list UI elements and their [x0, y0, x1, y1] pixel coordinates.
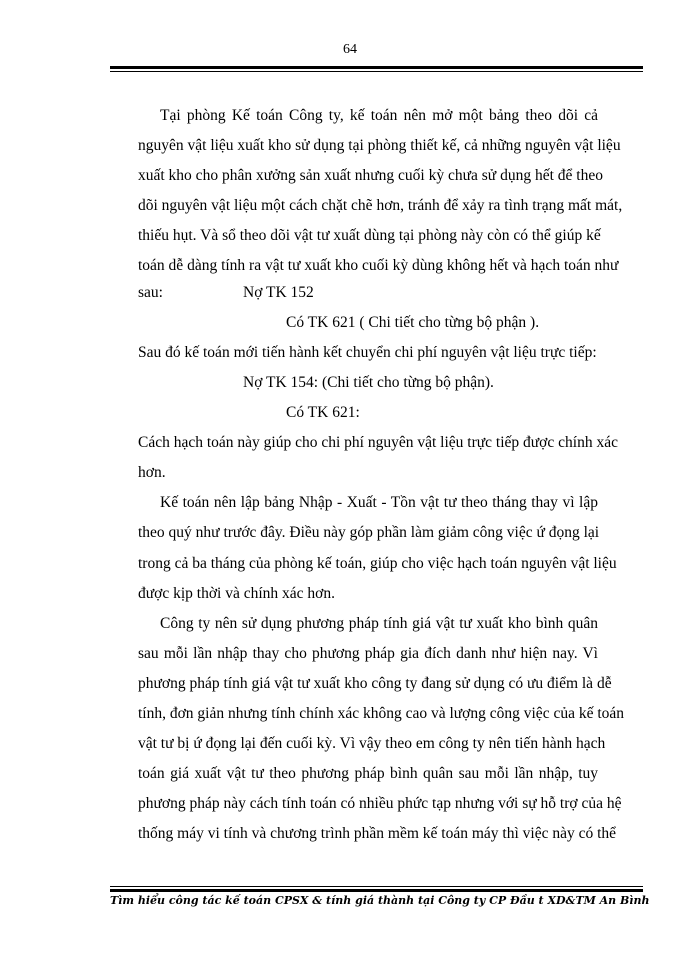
text-line: sau:	[138, 284, 163, 301]
text-line: toán dễ dàng tính ra vật tư xuất kho cuối kỳ dùng không hết và hạch toán như	[138, 257, 619, 274]
entry-debit-152: Nợ TK 152	[243, 284, 314, 301]
text-line: Kế toán nên lập bảng Nhập - Xuất - Tồn vật tư theo tháng thay vì lập	[160, 494, 598, 511]
text-line: phương pháp này cách tính toán có nhiều phức tạp nhưng với sự hỗ trợ của hệ	[138, 795, 622, 812]
text-line: hơn.	[138, 464, 166, 481]
text-line: trong cả ba tháng của phòng kế toán, giúp cho việc hạch toán nguyên vật liệu	[138, 555, 617, 572]
text-line: tính, đơn giản nhưng tính chính xác không cao và lượng công việc của kế toán	[138, 705, 625, 722]
text-line: thiếu hụt. Và sổ theo dõi vật tư xuất dùng tại phòng này còn có thể giúp kế	[138, 227, 601, 244]
header-rule-thick	[110, 66, 643, 69]
text-line: phương pháp tính giá vật tư xuất kho công ty đang sử dụng có ưu điểm là dễ	[138, 675, 612, 692]
footer-rule-thin	[110, 886, 643, 887]
footer-rule-thick	[110, 889, 643, 892]
text-line: theo quý như trước đây. Điều này góp phần làm giảm công việc ứ đọng lại	[138, 524, 600, 541]
text-line: xuất kho cho phân xưởng sản xuất nhưng cuối kỳ chưa sử dụng hết để theo	[138, 167, 603, 184]
text-line: Cách hạch toán này giúp cho chi phí nguyên vật liệu trực tiếp được chính xác	[138, 434, 618, 451]
header-rule-thin	[110, 71, 643, 72]
text-line: thống máy vi tính và chương trình phần mềm kế toán máy thì việc này có thể	[138, 825, 617, 842]
entry-credit-621: Có TK 621 ( Chi tiết cho từng bộ phận ).	[286, 314, 540, 331]
entry-credit-621: Có TK 621:	[286, 404, 360, 421]
text-line: được kịp thời và chính xác hơn.	[138, 585, 335, 602]
footer-title: Tìm hiểu công tác kế toán CPSX & tính giá thành tại Công ty CP Đầu t XD&TM An Bình	[110, 894, 650, 907]
text-line: Công ty nên sử dụng phương pháp tính giá vật tư xuất kho bình quân	[160, 615, 598, 632]
entry-debit-154: Nợ TK 154: (Chi tiết cho từng bộ phận).	[243, 374, 494, 391]
text-line: Sau đó kế toán mới tiến hành kết chuyển chi phí nguyên vật liệu trực tiếp:	[138, 344, 597, 361]
text-line: dõi nguyên vật liệu một cách chặt chẽ hơn, tránh để xảy ra tình trạng mất mát,	[138, 197, 623, 214]
text-line: toán giá xuất vật tư theo phương pháp bình quân sau mỗi lần nhập, tuy	[138, 765, 598, 782]
text-line: vật tư bị ứ đọng lại đến cuối kỳ. Vì vậy theo em công ty nên tiến hành hạch	[138, 735, 606, 752]
page-number: 64	[343, 42, 357, 57]
text-line: sau mỗi lần nhập thay cho phương pháp gia đích danh như hiện nay. Vì	[138, 645, 598, 662]
text-line: nguyên vật liệu xuất kho sử dụng tại phòng thiết kế, cả những nguyên vật liệu	[138, 137, 621, 154]
text-line: Tại phòng Kế toán Công ty, kế toán nên mở một bảng theo dõi cả	[160, 107, 598, 124]
